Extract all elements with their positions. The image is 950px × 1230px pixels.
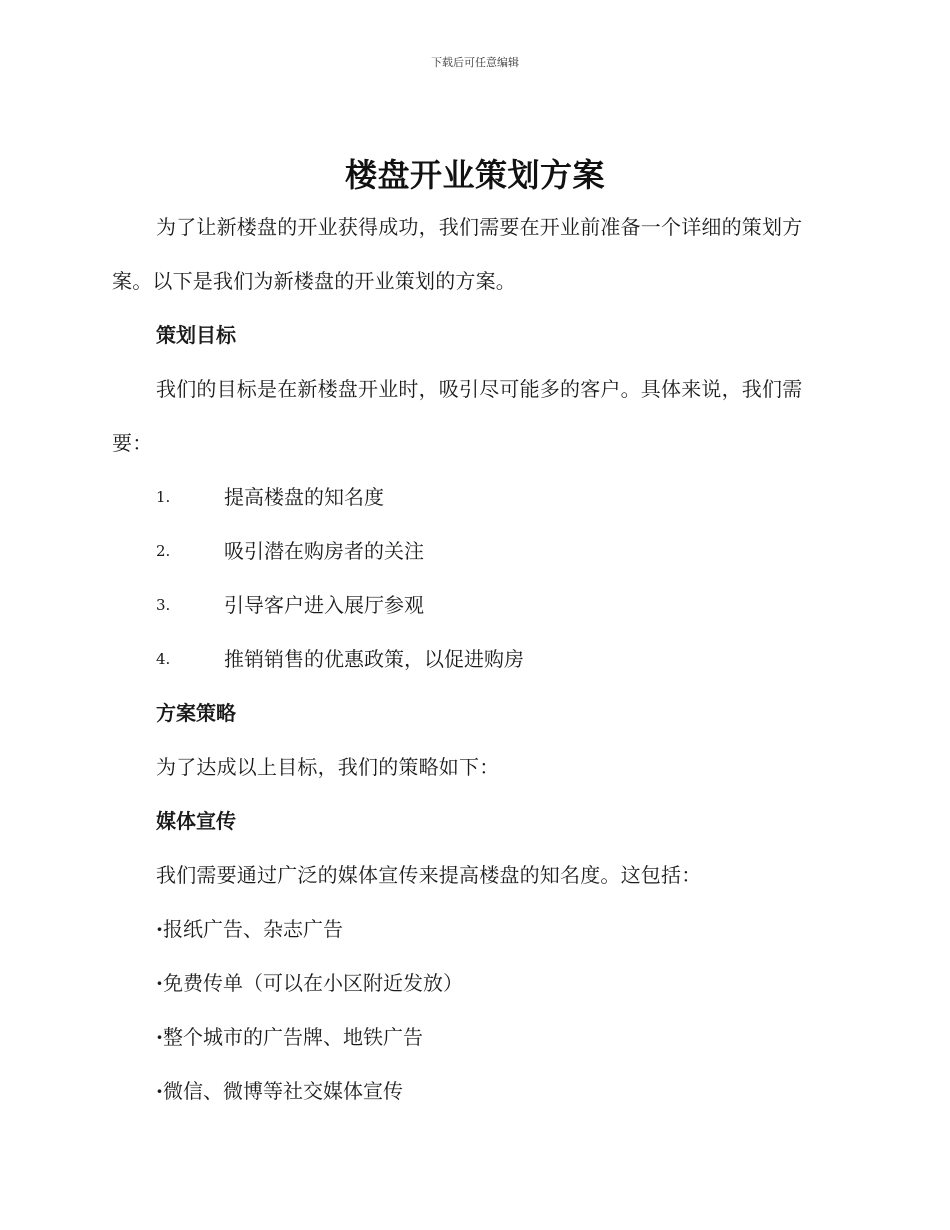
bullet-dot: · <box>156 1079 163 1103</box>
goal-item-text: 引导客户进入展厅参观 <box>224 593 424 617</box>
bullet-dot: · <box>156 1025 163 1049</box>
media-heading: 媒体宣传 <box>156 809 236 833</box>
goal-item-2 <box>112 524 834 578</box>
bullet-dot: · <box>156 971 163 995</box>
goals-heading: 策划目标 <box>156 323 236 347</box>
strategy-paragraph: 为了达成以上目标，我们的策略如下： <box>156 755 500 779</box>
goal-item-1 <box>112 470 834 524</box>
header-note: 下载后可任意编辑 <box>431 56 519 69</box>
media-paragraph: 我们需要通过广泛的媒体宣传来提高楼盘的知名度。这包括： <box>156 863 702 887</box>
media-bullet-item <box>112 1010 834 1064</box>
strategy-heading: 方案策略 <box>156 701 236 725</box>
goal-item-number: 4. <box>156 650 171 668</box>
goal-item-text: 推销销售的优惠政策，以促进购房 <box>224 647 524 671</box>
goal-item-number: 2. <box>156 542 171 560</box>
goal-item-number: 3. <box>156 596 171 614</box>
document-title: 楼盘开业策划方案 <box>344 156 605 194</box>
media-bullet-text: 报纸广告、杂志广告 <box>162 917 343 941</box>
goal-item-text: 吸引潜在购房者的关注 <box>224 539 424 563</box>
media-bullet-item <box>112 956 834 1010</box>
intro-paragraph: 为了让新楼盘的开业获得成功，我们需要在开业前准备一个详细的策划方案。以下是我们为新楼盘的开业策划的方案。 <box>112 215 803 293</box>
document-body <box>112 200 834 1118</box>
media-bullet-item <box>112 1064 834 1118</box>
goal-item-text: 提高楼盘的知名度 <box>224 485 384 509</box>
media-bullet-item <box>112 902 834 956</box>
media-bullet-text: 免费传单（可以在小区附近发放） <box>162 971 463 995</box>
media-bullet-text: 微信、微博等社交媒体宣传 <box>162 1079 403 1103</box>
goal-item-number: 1. <box>156 488 171 506</box>
goal-item-3 <box>112 578 834 632</box>
bullet-dot: · <box>156 917 163 941</box>
goals-paragraph: 我们的目标是在新楼盘开业时，吸引尽可能多的客户。具体来说，我们需要： <box>112 377 803 455</box>
goal-item-4 <box>112 632 834 686</box>
media-bullet-text: 整个城市的广告牌、地铁广告 <box>162 1025 423 1049</box>
